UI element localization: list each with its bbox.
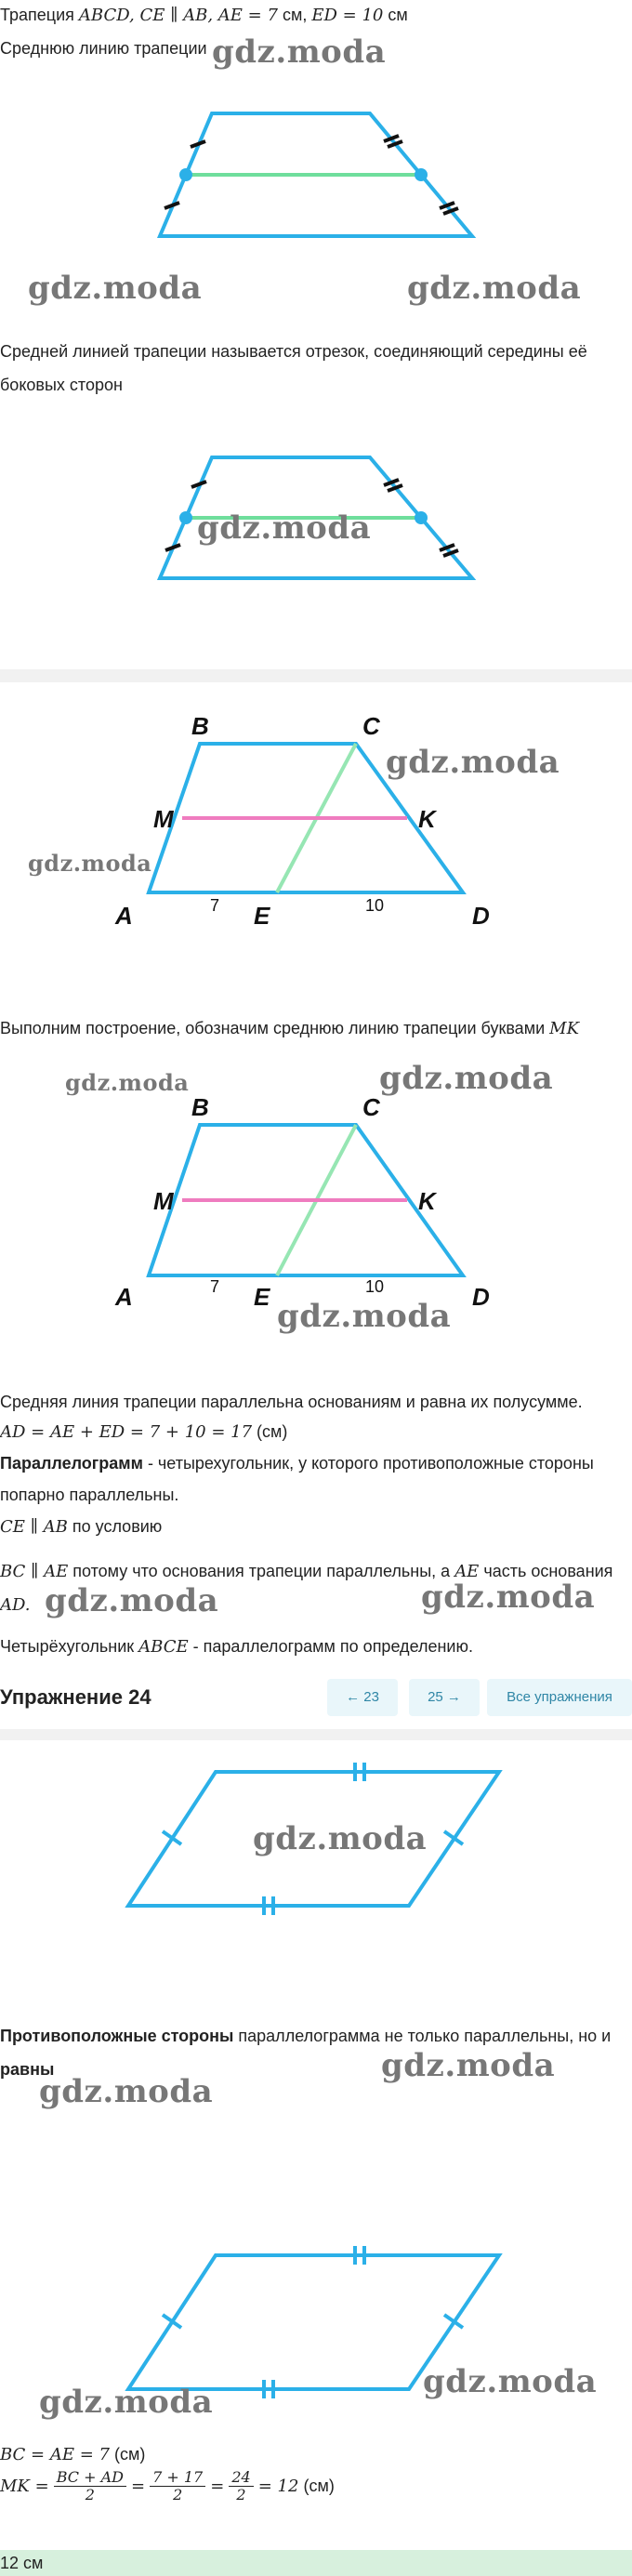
watermark: gdz.moda (65, 1069, 190, 1096)
tick-mark (388, 485, 402, 491)
construction-text (0, 1015, 579, 1042)
trapezoid-figure-labeled (0, 688, 632, 939)
ad-line (0, 1592, 31, 1618)
watermark: gdz.moda (423, 2363, 598, 2400)
tick-mark (388, 141, 402, 147)
length-ed: 10 (365, 896, 385, 915)
construction-text-body: Выполним построение, обозначим среднюю линию трапеции буквами (0, 1019, 546, 1037)
midpoint-left (179, 168, 192, 181)
ad-base-math: AD. (0, 1595, 31, 1615)
label-m: M (153, 1187, 174, 1215)
tick-mark (443, 550, 458, 556)
label-e: E (254, 902, 270, 930)
section-divider (0, 1729, 632, 1740)
construction-math: MK (549, 1019, 580, 1038)
statement-prefix: Трапеция (0, 6, 74, 24)
statement-unit-2: см (388, 6, 408, 24)
ce-math: CE ∥ AB (0, 1517, 68, 1537)
statement-math-2: ED = 10 (311, 6, 384, 25)
watermark: gdz.moda (39, 2073, 214, 2110)
label-c: C (362, 1093, 380, 1121)
opposite-sides-cont: равны (0, 2060, 55, 2079)
midline-property: Средняя линия трапеции параллельна основаниям и равна их полусумме. (0, 1393, 583, 1411)
midpoint-right (415, 511, 428, 524)
parallelogram-definition-cont: попарно параллельны. (0, 1486, 179, 1504)
bc-text: потому что основания трапеции параллельны, а (72, 1562, 451, 1580)
bc-math: BC ∥ AE (0, 1562, 69, 1581)
bc-text-2: часть основания (483, 1562, 613, 1580)
parallelogram-term: Параллелограмм (0, 1454, 143, 1473)
watermark: gdz.moda (421, 1579, 596, 1616)
statement-math-1: ABCD, CE ∥ AB, AE = 7 (78, 6, 278, 25)
length-ae: 7 (210, 1277, 220, 1296)
length-ae: 7 (210, 896, 220, 915)
label-a: A (115, 1283, 133, 1311)
parallelogram-definition (0, 1450, 594, 1476)
watermark: gdz.moda (212, 33, 387, 71)
watermark: gdz.moda (28, 270, 203, 307)
quad-text-2: - параллелограмм по определению. (192, 1637, 473, 1656)
task-line: Среднюю линию трапеции (0, 39, 207, 58)
definition-midline-cont: боковых сторон (0, 376, 123, 394)
tick-mark (191, 482, 206, 487)
label-d: D (472, 902, 490, 930)
fraction-3-num: 24 (229, 2469, 253, 2487)
fraction-1 (54, 2469, 126, 2503)
answer-bar: 12 см (0, 2550, 632, 2576)
tick-mark (163, 2315, 181, 2328)
section-divider (0, 669, 632, 682)
mk-formula: MK = $\frac{BC + AD}{2}$ = $\frac{7 + 17}{2}$ = $\frac{24}{2}$ = 12 (см) (0, 2468, 335, 2503)
tick-mark (384, 480, 399, 485)
fraction-1-num: BC + AD (54, 2469, 126, 2487)
watermark: gdz.moda (381, 2047, 556, 2084)
bc-equals-line (0, 2441, 145, 2468)
fraction-3 (229, 2469, 253, 2503)
tick-mark (443, 208, 458, 214)
problem-statement (0, 2, 408, 29)
watermark: gdz.moda (386, 744, 560, 781)
tick-mark (384, 136, 399, 141)
trapezoid-figure-constructed (0, 1060, 632, 1320)
ad-calculation (0, 1419, 287, 1446)
ad-math: AD = AE + ED = 7 + 10 = 17 (0, 1422, 253, 1442)
midpoint-left (179, 511, 192, 524)
parallelogram-def-text: - четырехугольник, у которого противоположные стороны (142, 1454, 594, 1473)
watermark: gdz.moda (28, 850, 152, 877)
next-exercise-button[interactable]: 25 → (409, 1679, 480, 1716)
opposite-sides-text (0, 2023, 611, 2049)
quadrilateral-conclusion (0, 1633, 473, 1660)
length-ed: 10 (365, 1277, 385, 1296)
bc-equals-math: BC = AE = 7 (0, 2445, 110, 2464)
label-c: C (362, 712, 380, 740)
tick-mark (440, 545, 454, 550)
trapezoid-figure-1 (0, 93, 632, 260)
mk-unit: (см) (303, 2477, 335, 2495)
tick-mark (191, 141, 205, 147)
watermark: gdz.moda (39, 2384, 214, 2421)
label-a: A (115, 902, 133, 930)
ad-unit: (см) (257, 1422, 288, 1441)
label-d: D (472, 1283, 490, 1311)
watermark: gdz.moda (45, 1582, 219, 1619)
exercise-title: Упражнение 24 (0, 1685, 151, 1709)
label-b: B (191, 1093, 209, 1121)
opposite-sides-term: Противоположные стороны (0, 2027, 234, 2045)
quad-text-1: Четырёхугольник (0, 1637, 135, 1656)
watermark: gdz.moda (197, 509, 372, 547)
watermark: gdz.moda (253, 1820, 428, 1857)
label-b: B (191, 712, 209, 740)
quad-math: ABCE (138, 1637, 189, 1657)
mk-rhs: = 12 (257, 2477, 299, 2496)
tick-mark (165, 203, 179, 208)
tick-mark (163, 1831, 181, 1844)
fraction-2-num: 7 + 17 (150, 2469, 205, 2487)
ce-text: по условию (72, 1517, 163, 1536)
watermark: gdz.moda (379, 1060, 554, 1097)
all-exercises-button[interactable]: Все упражнения (487, 1679, 632, 1716)
watermark: gdz.moda (407, 270, 582, 307)
fraction-1-den: 2 (85, 2486, 95, 2503)
fraction-2-den: 2 (173, 2486, 183, 2503)
tick-mark (440, 203, 454, 208)
bc-equals-unit: (см) (114, 2445, 146, 2464)
opposite-sides-body: параллелограмма не только параллельны, но и (233, 2027, 612, 2045)
definition-midline: Средней линией трапеции называется отрезок, соединяющий середины её (0, 342, 587, 361)
ce-parallel-line (0, 1513, 162, 1540)
ae-math: AE (454, 1562, 480, 1581)
tick-mark (165, 545, 180, 550)
label-k: K (418, 805, 436, 833)
watermark: gdz.moda (277, 1298, 452, 1335)
fraction-2 (150, 2469, 205, 2503)
label-e: E (254, 1283, 270, 1311)
label-m: M (153, 805, 174, 833)
midpoint-right (415, 168, 428, 181)
fraction-3-den: 2 (236, 2486, 246, 2503)
label-k: K (418, 1187, 436, 1215)
mk-lhs: MK = (0, 2477, 49, 2496)
statement-unit-1: см, (282, 6, 308, 24)
prev-exercise-button[interactable]: ← 23 (327, 1679, 398, 1716)
